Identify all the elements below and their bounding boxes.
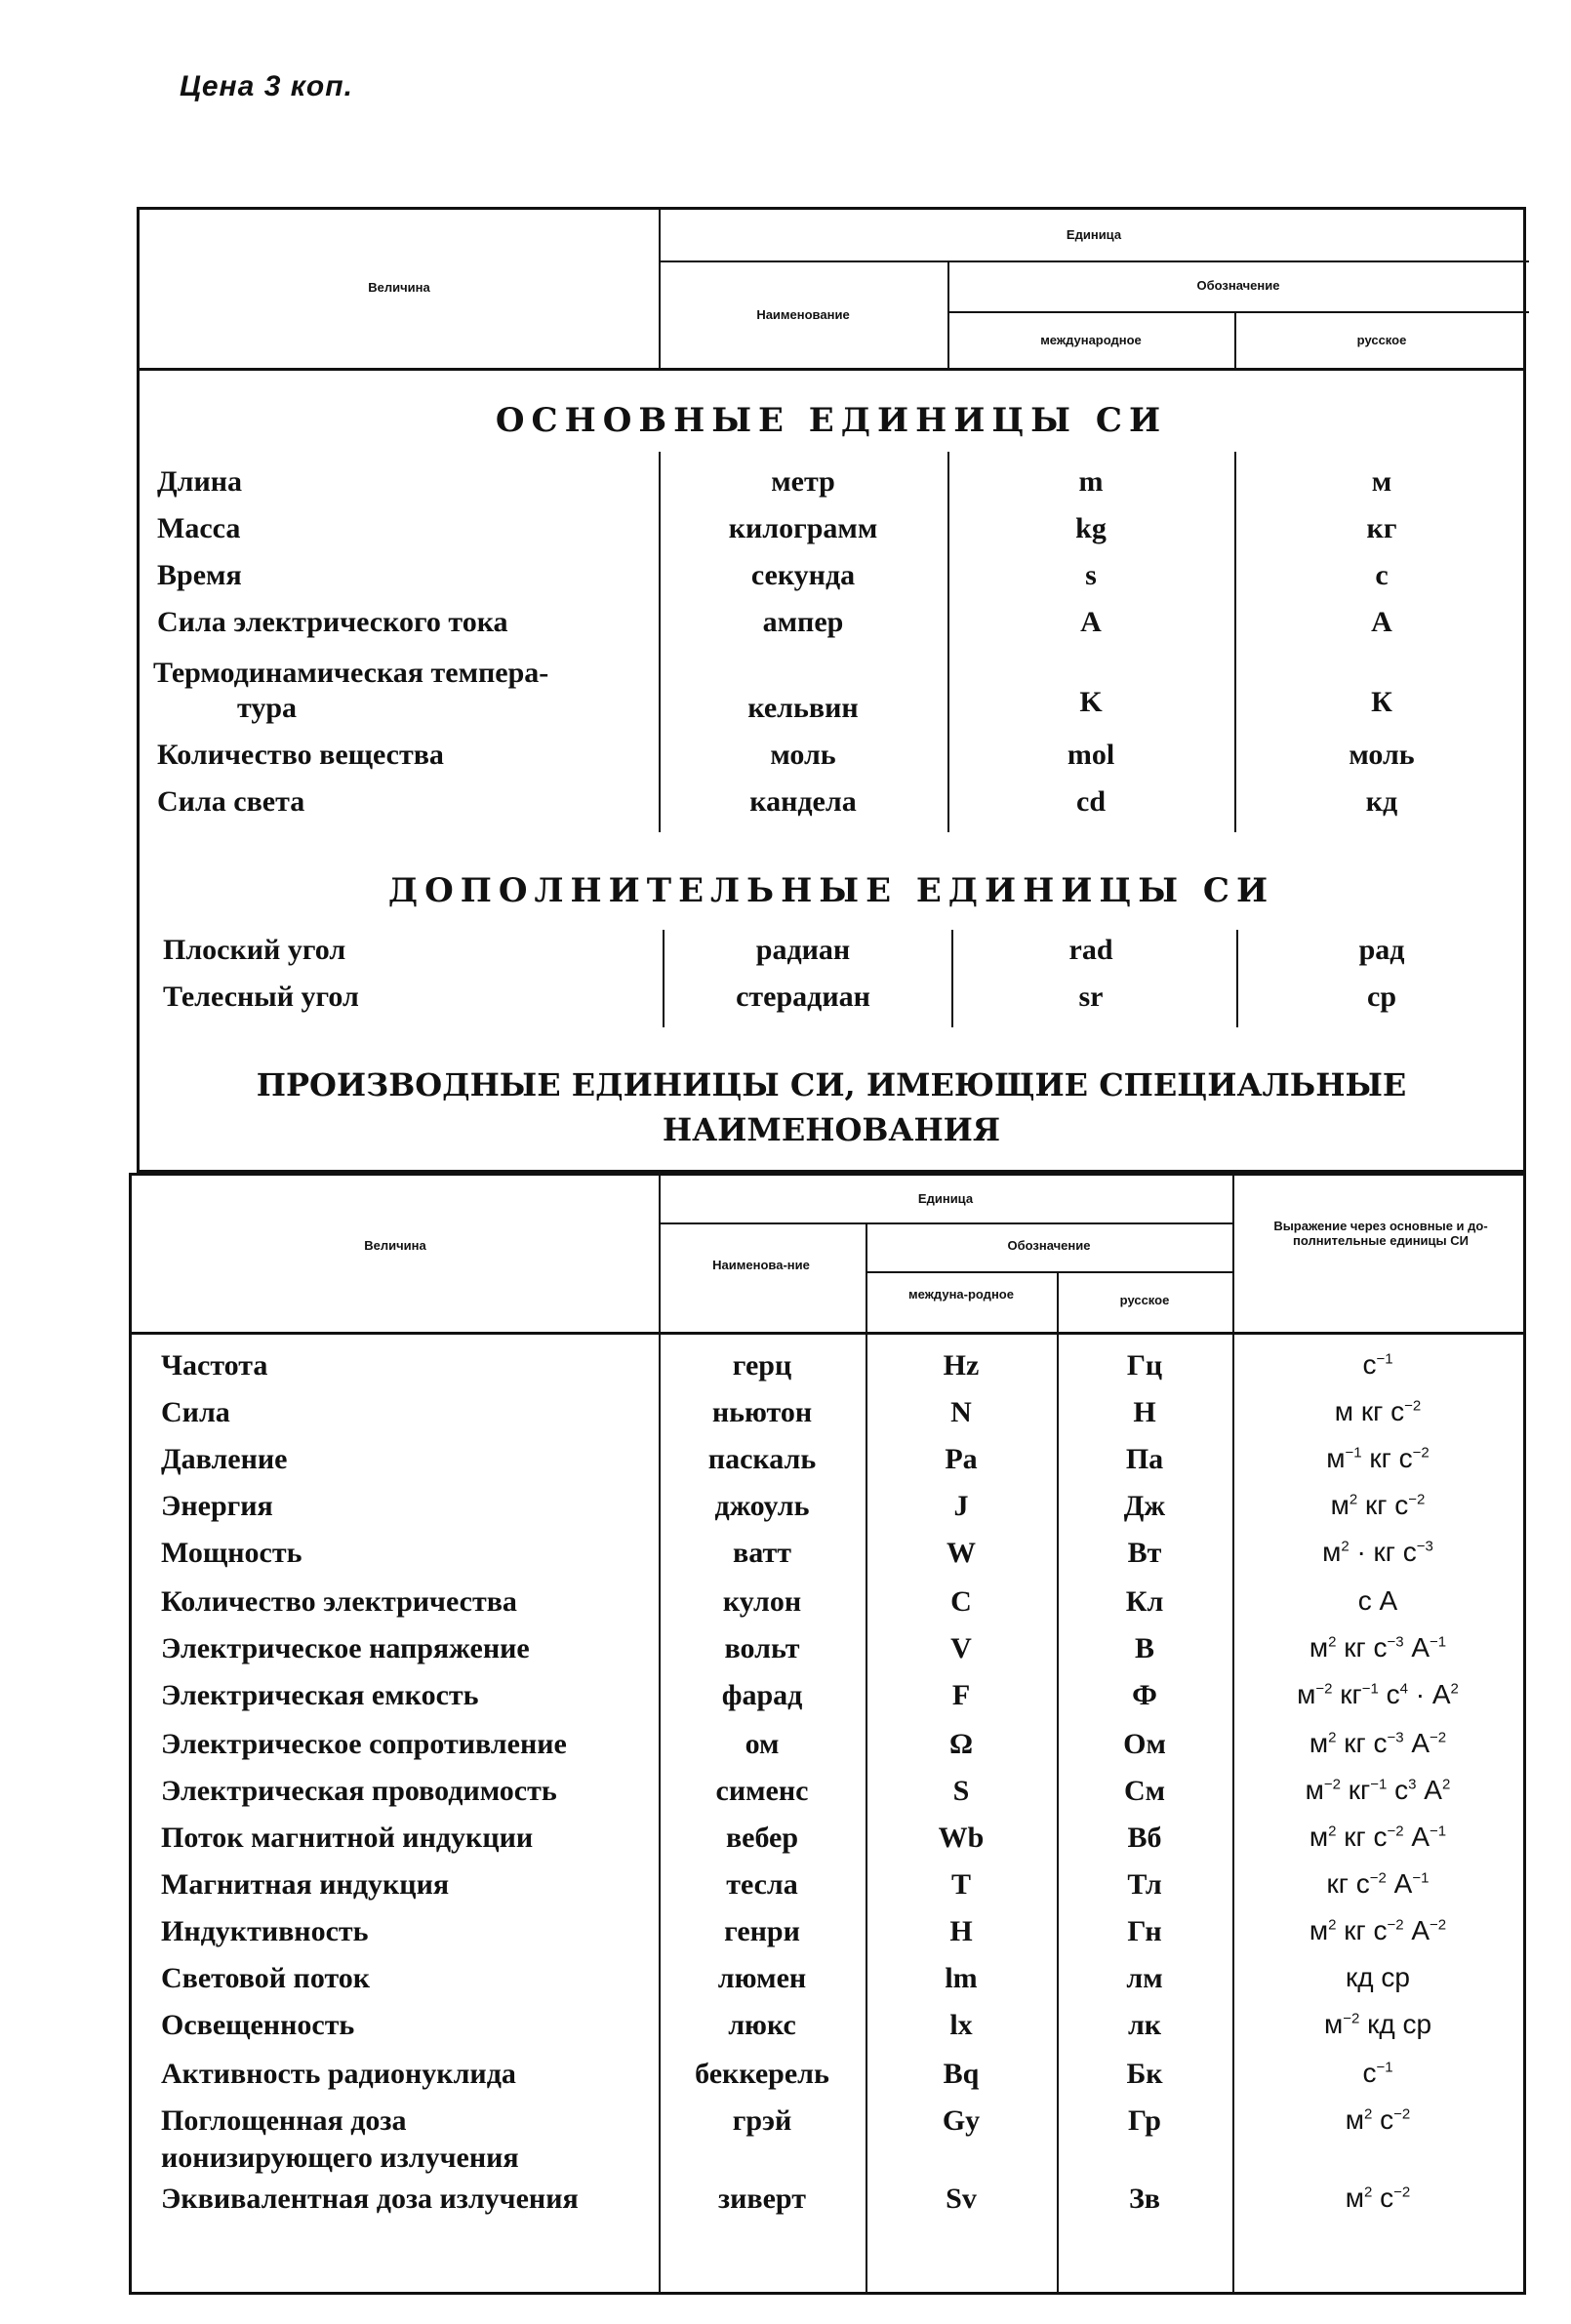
header-name: Наименова-ние [712,1258,810,1272]
units-table-derived: Величина Единица Наименова-ние Обозначение междуна-родное русское Выражение через основные и до-полнительные единицы СИ Частота герц Hz Гц $с^{-1}$ Сила ньютон N Н м кг $с^{-2}$ Давление паскаль Pa Па $м^{-1}$ кг $с^{-2}$ Энергия джоуль J Дж $м^2$ кг $с^{-2}$ Мощность ватт W Вт $м^2$ · кг $с^{-3}$ Количество электричества кулон C Кл с А Электрическое напряжение вольт V В $м^2$ кг $с^{-3}$ $А^{-1}$ Электрическая емкость фарад F Ф $м^{-2}$ $кг^{-1}$ $с^4 \cdot А^2$ Электрическое сопротивление ом Ω Ом $м^2$ кг $с^{-3}$ $А^{-2}$ Электрическая проводимость сименс S См $м^{-2}$ $кг^{-1}$ $с^3$ $А^2$ Поток магнитной индукции вебер Wb Вб $м^2$ кг $с^{-2}$ $А^{-1}$ Магнитная индукция тесла T Тл кг $с^{-2}$ $А^{-1}$ Индуктивность генри H Гн $м^2$ кг $с^{-2}$ $А^{-2}$ Световой поток люмен lm лм кд ср Освещенность люкс lx лк $м^{-2}$ кд ср Активность радионуклида беккерель Bq Бк $с^{-1}$ Поглощенная доза ионизирующего излучения грэй Gy Гр $м^2$ $с^{-2}$ Эквивалентная доза излучения зиверт Sv Зв $м^2$ $с^{-2}$ [129,1173,1526,2295]
section-title-supplementary: ДОПОЛНИТЕЛЬНЫЕ ЕДИНИЦЫ СИ [387,871,1275,910]
header-name: Наименование [756,307,850,322]
header-international: международное [1040,333,1142,347]
header-quantity: Величина [368,280,430,295]
section-title-basic: ОСНОВНЫЕ ЕДИНИЦЫ СИ [495,401,1168,440]
table-header [140,210,1523,371]
price-label: Цена 3 коп. [180,70,353,102]
header-quantity: Величина [364,1238,426,1253]
header-symbol: Обозначение [1007,1238,1091,1253]
header-symbol: Обозначение [1196,278,1280,293]
header-unit: Единица [917,1191,974,1206]
units-table-basic: Величина Единица Наименование Обозначение международное русское ОСНОВНЫЕ ЕДИНИЦЫ СИ Длина метр m м Масса килограмм kg кг Время секунда s с Сила электрического тока ампер A А Термодинамическая темпера- тура кельвин K К Количество вещества моль mol моль Сила света кандела cd кд ДОПОЛНИТЕЛЬНЫЕ ЕДИНИЦЫ СИ Плоский угол радиан rad рад Телесный угол стерадиан sr ср ПРОИЗВОДНЫЕ ЕДИНИЦЫ СИ, ИМЕЮЩИЕ СПЕЦИАЛЬНЫЕ НАИМЕНОВАНИЯ [137,207,1526,1173]
section-title-derived: ПРОИЗВОДНЫЕ ЕДИНИЦЫ СИ, ИМЕЮЩИЕ СПЕЦИАЛЬНЫЕ [256,1066,1407,1103]
header-unit: Единица [1066,227,1122,242]
header-expression: Выражение через основные и до-полнительные единицы СИ [1273,1219,1488,1248]
header-russian: русское [1356,333,1407,347]
header-russian: русское [1119,1293,1170,1307]
section-title-derived-2: НАИМЕНОВАНИЯ [662,1111,1001,1148]
header-international: междуна-родное [908,1287,1014,1302]
